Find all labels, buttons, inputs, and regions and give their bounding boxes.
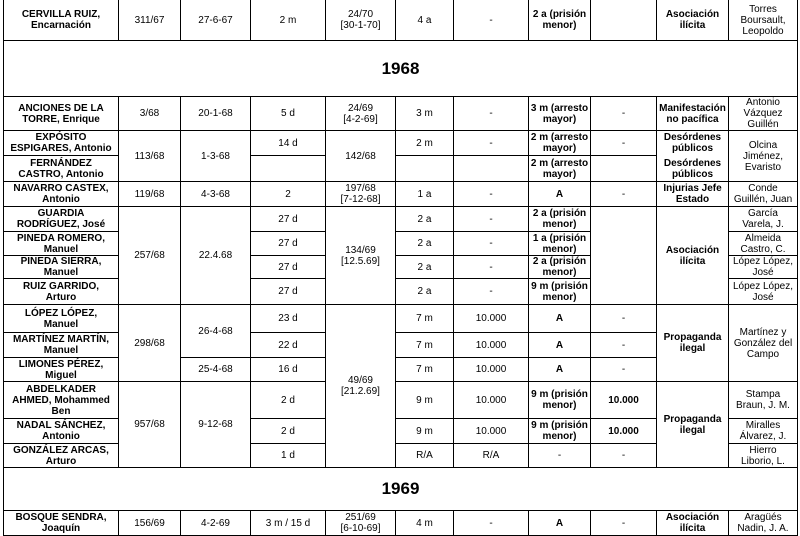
sentence-ref: 142/68 (345, 150, 376, 162)
detention: 27 d (278, 238, 298, 249)
offense: Desórdenes públicos (663, 157, 722, 180)
sentence: 1 a (prisión menor) (532, 232, 587, 255)
offense: Manifestación no pacífica (659, 102, 726, 125)
fine-requested: - (489, 517, 493, 529)
lawyer: Aragüés Nadin, J. A. (737, 512, 789, 534)
offense: Asociación ilícita (665, 9, 720, 31)
sentence: A (555, 339, 564, 351)
table-row-name: GUARDIA RODRÍGUEZ, José (16, 208, 106, 230)
fine: - (621, 339, 626, 351)
fine-requested: - (489, 14, 493, 26)
case-number: 311/67 (134, 14, 165, 26)
sentence: 9 m (prisión menor) (531, 280, 588, 303)
lawyer: López López, José (732, 280, 794, 303)
fine-requested: - (489, 238, 493, 249)
sentence: A (555, 188, 564, 200)
requested: 2 m (416, 137, 433, 149)
sentence-ref: 197/68 [7-12-68] (340, 183, 381, 205)
detention (251, 156, 325, 181)
case-number: 119/68 (134, 188, 165, 200)
requested: 3 m (416, 108, 433, 119)
sentence: 2 a (prisión menor) (532, 208, 587, 230)
detention: 2 d (281, 425, 295, 437)
case-date: 27-6-67 (198, 14, 233, 26)
fine (591, 0, 656, 40)
fine-requested: 10.000 (475, 364, 507, 375)
detention: 22 d (278, 339, 298, 351)
case-number: 957/68 (134, 419, 165, 430)
requested (396, 156, 453, 181)
requested: 7 m (416, 339, 433, 351)
sentence: 2 a (prisión menor) (532, 9, 587, 31)
sentence-ref: 134/69 [12.5.69] (341, 244, 380, 267)
detention: 14 d (278, 137, 298, 149)
table-row-name: RUIZ GARRIDO, Arturo (22, 280, 100, 303)
table-row-name: EXPÓSITO ESPIGARES, Antonio (10, 132, 112, 154)
offense: Injurias Jefe Estado (663, 183, 722, 205)
fine-requested: 10.000 (475, 313, 507, 324)
fine-requested: 10.000 (475, 394, 507, 406)
sentence: A (555, 313, 564, 324)
case-date: 20-1-68 (198, 108, 233, 119)
detention: 3 m / 15 d (265, 517, 311, 529)
lawyer: Miralles Álvarez, J. (739, 420, 787, 442)
sentence-ref: 49/69 [21.2.69] (341, 375, 380, 397)
case-date: 22.4.68 (198, 250, 233, 261)
lawyer: Almeida Castro, C. (740, 232, 786, 255)
case-date: 26-4-68 (198, 325, 233, 337)
fine-requested: 10.000 (475, 339, 507, 351)
year-heading-1968: 1968 (381, 58, 420, 78)
detention: 16 d (278, 364, 298, 375)
requested: 9 m (416, 425, 433, 437)
year-heading-1969: 1969 (381, 479, 420, 498)
table-row-name: LÓPEZ LÓPEZ, Manuel (24, 307, 98, 330)
sentence: A (555, 517, 564, 529)
requested: R/A (416, 450, 433, 461)
requested: 2 a (417, 238, 432, 249)
sentence-ref: 24/70 [30-1-70] (340, 9, 381, 31)
case-date: 4-3-68 (201, 188, 230, 200)
offense: Propaganda ilegal (663, 413, 722, 436)
fine: - (621, 108, 626, 119)
lawyer: Conde Guillén, Juan (733, 183, 793, 205)
detention: 27 d (278, 213, 298, 225)
fine: 10.000 (608, 425, 639, 437)
lawyer: García Varela, J. (742, 208, 784, 230)
case-date: 9-12-68 (198, 419, 233, 430)
lawyer: Torres Boursault, Leopoldo (740, 3, 786, 37)
requested: 2 a (417, 261, 432, 273)
requested: 4 a (417, 14, 432, 26)
sentence: 2 a (prisión menor) (532, 256, 587, 278)
lawyer: Stampa Braun, J. M. (736, 389, 790, 411)
fine (591, 156, 656, 181)
requested: 9 m (416, 394, 433, 406)
table-row-name: PINEDA SIERRA, Manuel (20, 256, 102, 278)
lawyer: Martínez y González del Campo (733, 326, 793, 360)
lawyer: López López, José (732, 256, 794, 278)
lawyer: Olcina Jiménez, Evaristo (742, 139, 783, 173)
detention: 23 d (278, 313, 298, 324)
detention: 2 m (279, 14, 297, 26)
fine: - (621, 137, 626, 149)
fine: - (621, 313, 626, 324)
sentence: 9 m (prisión menor) (531, 420, 588, 442)
fine: - (621, 188, 626, 200)
fine-requested: - (489, 108, 493, 119)
table-row-name: ABDELKADER AHMED, Mohammed Ben (12, 383, 110, 417)
requested: 2 a (417, 286, 432, 297)
fine: - (621, 364, 626, 375)
case-number: 257/68 (134, 250, 165, 261)
fine-requested: - (489, 137, 493, 149)
case-number: 3/68 (139, 108, 160, 119)
requested: 2 a (417, 213, 432, 225)
requested: 1 a (417, 188, 432, 200)
detention: 5 d (281, 108, 295, 119)
sentence: 2 m (arresto mayor) (530, 157, 589, 180)
table-row-name: NADAL SÁNCHEZ, Antonio (16, 420, 106, 442)
table-row-name: BOSQUE SENDRA, Joaquín (15, 512, 107, 534)
case-number: 298/68 (134, 337, 165, 349)
table-row-name: PINEDA ROMERO, Manuel (17, 232, 105, 255)
fine-requested (454, 156, 528, 181)
case-number: 156/69 (134, 517, 165, 529)
table-row-name: CERVILLA RUIZ, Encarnación (21, 9, 101, 31)
case-number: 113/68 (134, 150, 165, 162)
sentence-ref: 251/69 [6-10-69] (340, 512, 381, 534)
sentence: 3 m (arresto mayor) (530, 102, 589, 125)
fine: - (621, 517, 626, 529)
offense: Asociación ilícita (665, 244, 720, 267)
sentence: 9 m (prisión menor) (531, 389, 588, 411)
offense: Desórdenes públicos (663, 132, 722, 154)
requested: 7 m (416, 313, 433, 324)
table-row-name: NAVARRO CASTEX, Antonio (13, 183, 109, 205)
fine-requested: 10.000 (475, 425, 507, 437)
sentence: 2 m (arresto mayor) (530, 132, 589, 154)
fine-requested: - (489, 286, 493, 297)
requested: 7 m (416, 364, 433, 375)
fine-requested: - (489, 261, 493, 273)
offense: Asociación ilícita (665, 512, 720, 534)
table-row-name: GONZÁLEZ ARCAS, Arturo (13, 444, 109, 467)
detention: 2 (285, 188, 291, 200)
lawyer: Hierro Liborio, L. (741, 444, 785, 467)
lawyer: Antonio Vázquez Guillén (743, 97, 783, 130)
detention: 27 d (278, 286, 298, 297)
table-row-name: FERNÁNDEZ CASTRO, Antonio (18, 157, 104, 180)
fine: 10.000 (608, 394, 639, 406)
table-row-name: MARTÍNEZ MARTÍN, Manuel (12, 334, 110, 356)
case-date: 4-2-69 (201, 517, 230, 529)
detention: 27 d (278, 261, 298, 273)
offense: Propaganda ilegal (663, 332, 722, 354)
requested: 4 m (416, 517, 433, 529)
fine-requested: R/A (482, 450, 500, 461)
sentence: A (555, 364, 564, 375)
table-row-name: ANCIONES DE LA TORRE, Enrique (18, 102, 104, 125)
fine-requested: - (489, 188, 493, 200)
fine: - (621, 450, 626, 461)
sentence-ref: 24/69 [4-2-69] (343, 102, 378, 125)
table-row-name: LIMONES PÉREZ, Miguel (18, 358, 104, 381)
sentence: - (557, 450, 562, 461)
detention: 2 d (281, 394, 295, 406)
detention: 1 d (281, 450, 295, 461)
case-date: 25-4-68 (198, 364, 233, 375)
case-date: 1-3-68 (201, 150, 230, 162)
fine-requested: - (489, 213, 493, 225)
